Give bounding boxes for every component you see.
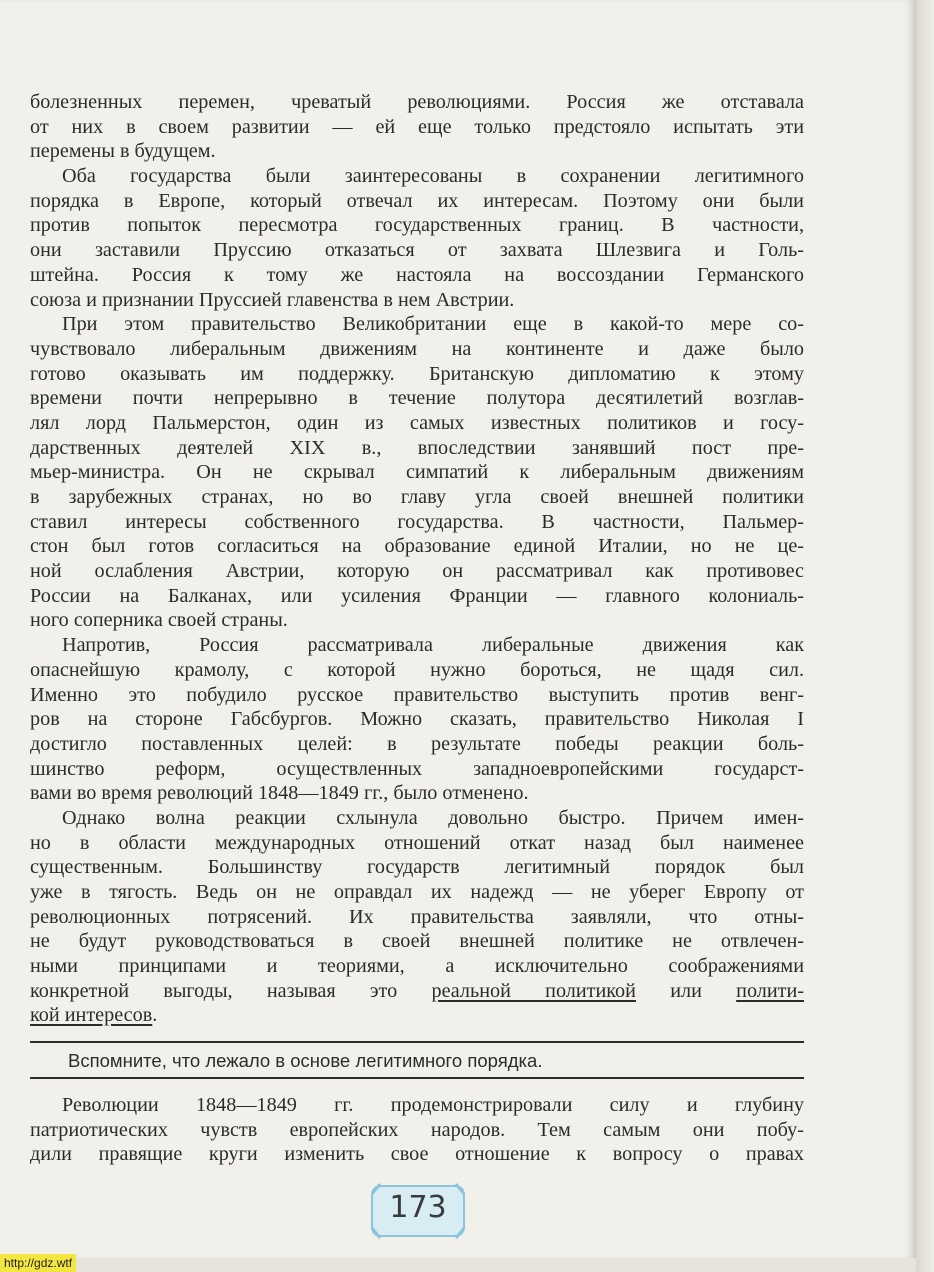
main-text-continued [30, 1093, 804, 1167]
text-line: Оба государства были заинтересованы в сохранении легитимного [62, 165, 804, 188]
main-text [30, 90, 804, 1028]
text-line: шинство реформ, осуществленных западноевропейскими государст- [30, 757, 804, 780]
text-line: существенным. Большинству государств легитимный порядок был [30, 856, 804, 879]
text-line: ной ослабления Австрии, которую он рассматривал как противовес [30, 560, 804, 583]
text-line: уже в тягость. Ведь он не оправдал их надежд — не уберег Европу от [30, 881, 804, 903]
text-line: готово оказывать им поддержку. Британскую дипломатию к этому [30, 362, 804, 385]
text-line: достигло поставленных целей: в результате победы реакции боль- [30, 732, 804, 755]
text-line: России на Балканах, или усиления Франции — главного колониаль- [30, 584, 804, 607]
page-number: 173 [389, 1190, 447, 1225]
text-line: При этом правительство Великобритании еще в какой-то мере со- [62, 313, 804, 336]
watermark-link[interactable]: http://gdz.wtf [0, 1254, 76, 1272]
text-line: болезненных перемен, чреватый революциями. Россия же отставала [30, 91, 804, 113]
text-line: дарственных деятелей XIX в., впоследствии занявший пост пре- [30, 436, 804, 459]
text-line-term-tail [30, 1003, 804, 1028]
text-line: мьер-министра. Он не скрывал симпатий к либеральным движениям [30, 461, 804, 484]
text-line-with-terms [30, 979, 804, 1004]
text-line: времени почти непрерывно в течение полутора десятилетий возглав- [30, 387, 804, 410]
line-prefix: конкретной выгоды, называя это [30, 979, 432, 1002]
text-line: перемены в будущем. [30, 140, 216, 163]
text-line: против попыток пересмотра государственных границ. В частности, [30, 214, 804, 237]
text-line: не будут руководствоваться в своей внешней политике не отвлечен- [30, 930, 804, 953]
text-line: дили правящие круги изменить свое отношение к вопросу о правах [30, 1143, 804, 1166]
page-binding-edge [916, 0, 934, 1272]
term-politics-of-interests-part2: кой интересов [30, 1004, 153, 1027]
text-line: ными принципами и теориями, а исключительно соображениями [30, 955, 804, 978]
text-line: в зарубежных странах, но во главу угла своей внешней политики [30, 486, 804, 508]
sentence-end: . [152, 1004, 158, 1027]
text-line: патриотических чувств европейских народов. Тем самым они побу- [30, 1118, 804, 1141]
text-line: Именно это побудило русское правительство выступить против венг- [30, 683, 804, 706]
text-line: опаснейшую крамолу, с которой нужно бороться, не щадя сил. [30, 658, 804, 681]
text-line: порядка в Европе, который отвечал их интересам. Поэтому они были [30, 189, 804, 212]
text-line: но в области международных отношений откат назад был наименее [30, 831, 804, 854]
text-line: революционных потрясений. Их правительства заявляли, что отны- [30, 905, 804, 928]
text-line: ставил интересы собственного государства. В частности, Пальмер- [30, 510, 804, 533]
text-line: ров на стороне Габсбургов. Можно сказать, правительство Николая I [30, 708, 804, 731]
text-line: Напротив, Россия рассматривала либеральные движения как [62, 634, 804, 657]
recall-question: Вспомните, что лежало в основе легитимного порядка. [68, 1050, 543, 1071]
recall-question-box [30, 1041, 804, 1079]
text-line: союза и признании Пруссией главенства в нем Австрии. [30, 288, 515, 311]
text-line: вами во время революций 1848—1849 гг., было отменено. [30, 782, 529, 805]
text-line: штейна. Россия к тому же настояла на воссоздании Германского [30, 263, 804, 286]
text-line: они заставили Пруссию отказаться от захвата Шлезвига и Голь- [30, 239, 804, 262]
text-line: лял лорд Пальмерстон, один из самых известных политиков и госу- [30, 411, 804, 434]
text-line: чувствовало либеральным движениям на континенте и даже было [30, 337, 804, 360]
term-politics-of-interests-part1: полити- [736, 979, 804, 1002]
term-realpolitik: реальной политикой [431, 979, 636, 1002]
text-line: стон был готов согласиться на образование единой Италии, но не це- [30, 535, 804, 558]
text-line: от них в своем развитии — ей еще только предстояло испытать эти [30, 115, 804, 138]
page-number-badge [368, 1180, 468, 1242]
line-middle: или [635, 979, 737, 1002]
text-line: Однако волна реакции схлынула довольно быстро. Причем имен- [62, 806, 804, 829]
text-line: Революции 1848—1849 гг. продемонстрировали силу и глубину [62, 1094, 804, 1116]
text-line: ного соперника своей страны. [30, 609, 288, 632]
